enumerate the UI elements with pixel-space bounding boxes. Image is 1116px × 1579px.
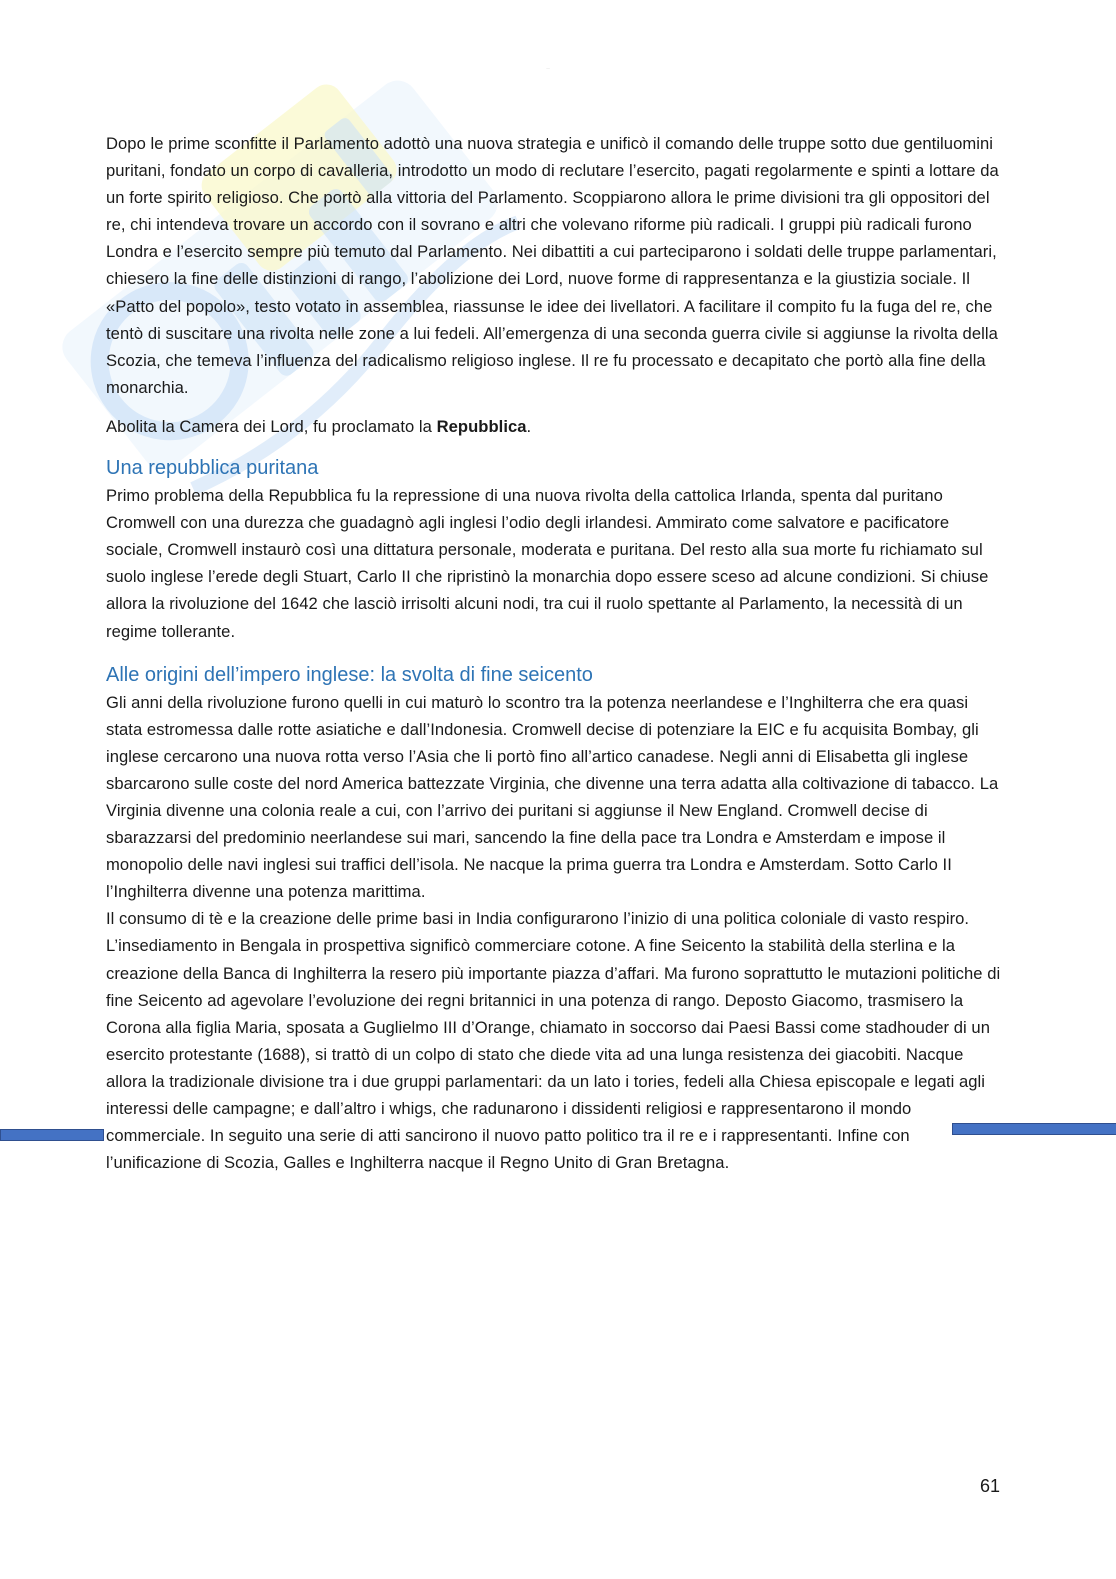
republic-period: .	[526, 416, 532, 436]
empire-paragraph-1: Gli anni della rivoluzione furono quelli in cui maturò lo scontro tra la potenza neerlandese e l’Inghilterra che era quasi stata estromessa dalle rotte asiatiche e dall’Indonesia. Cromwell decise di potenziare la EIC e fu acquisita Bombay, gli inglese cercarono una nuova rotta verso l’Asia che li portò fino all’artico canadese. Negli anni di Elisabetta gli inglese sbarcarono sulle coste del nord America battezzate Virginia, che divenne una terra adatta alla coltivazione di tabacco. La Virginia divenne una colonia reale a cui, con l’arrivo dei puritani si aggiunse il New England. Cromwell decise di sbarazzarsi del predominio neerlandese sui mari, sancendo la fine della pace tra Londra e Amsterdam e impose il monopolio delle navi inglesi sui traffici dell’isola. Ne nacque la prima guerra tra Londra e Amsterdam. Sotto Carlo II l’Inghilterra divenne una potenza marittima.	[106, 692, 999, 902]
page-header-marker: .....	[546, 66, 551, 70]
intro-paragraph: Dopo le prime sconfitte il Parlamento adottò una nuova strategia e unificò il comando delle truppe sotto due gentiluomini puritani, fondato un corpo di cavalleria, introdotto un modo di reclutare l’esercito, pagati regolarmente e spinti a lottare da un forte spirito religioso. Che portò alla vittoria del Parlamento. Scoppiarono allora le prime divisioni tra gli oppositori del re, chi intendeva trovare un accordo con il sovrano e altri che volevano riforme più radicali. I gruppi più radicali furono Londra e l’esercito sempre più temuto dal Parlamento. Nei dibattiti a cui parteciparono i soldati delle truppe parlamentari, chiesero la fine delle distinzioni di rango, l’abolizione dei Lord, nuove forme di rappresentanza e la giustizia sociale. Il «Patto del popolo», testo votato in assemblea, riassunse le idee dei livellatori. A facilitare il compito fu la fuga del re, che tentò di suscitare una rivolta nelle zone a lui fedeli. All’emergenza di una seconda guerra civile si aggiunse la rivolta della Scozia, che temeva l’influenza del radicalismo religioso inglese. Il re fu processato e decapitato che portò alla fine della monarchia.	[106, 134, 999, 397]
section-heading-english-empire: Alle origini dell’impero inglese: la svolta di fine seicento	[106, 663, 593, 686]
republic-bold-term: Repubblica	[436, 416, 527, 436]
left-margin-marker-bar	[0, 1129, 104, 1141]
document-body	[106, 130, 1006, 1176]
puritan-paragraph: Primo problema della Repubblica fu la repressione di una nuova rivolta della cattolica Irlanda, spenta dal puritano Cromwell con una durezza che guadagnò agli inglesi l’odio degli irlandesi. Ammirato come salvatore e pacificatore sociale, Cromwell instaurò così una dittatura personale, moderata e puritana. Del resto alla sua morte fu richiamato sul suolo inglese l’erede degli Stuart, Carlo II che ripristinò la monarchia dopo essere sceso ad alcune condizioni. Si chiuse allora la rivoluzione del 1642 che lasciò irrisolti alcuni nodi, tra cui il ruolo spettante al Parlamento, la necessità di un regime tollerante.	[106, 486, 989, 641]
republic-text: Abolita la Camera dei Lord, fu proclamato la	[106, 416, 437, 436]
republic-paragraph	[106, 413, 1006, 440]
page-number: 61	[980, 1476, 1001, 1496]
section-heading-puritan-republic: Una repubblica puritana	[106, 457, 319, 480]
empire-paragraph-2: Il consumo di tè e la creazione delle prime basi in India configurarono l’inizio di una politica coloniale di vasto respiro. L’insediamento in Bengala in prospettiva significò commerciare cotone. A fine Seicento la stabilità della sterlina e la creazione della Banca di Inghilterra la resero più importante piazza d’affari. Ma furono soprattutto le mutazioni politiche di fine Seicento ad agevolare l’evoluzione dei regni britannici in una potenza di rango. Deposto Giacomo, trasmisero la Corona alla figlia Maria, sposata a Guglielmo III d’Orange, chiamato in soccorso dai Paesi Bassi come stadhouder di un esercito protestante (1688), si trattò di un colpo di stato che diede vita ad una lunga resistenza dei giacobiti. Nacque allora la tradizionale divisione tra i due gruppi parlamentari: da un lato i tories, fedeli alla Chiesa episcopale e legati agli interessi delle campagne; e dall’altro i whigs, che radunarono i dissidenti religiosi e rappresentarono il mondo commerciale. In seguito una serie di atti sancirono il nuovo patto politico tra il re e i rappresentanti. Infine con l’unificazione di Scozia, Galles e Inghilterra nacque il Regno Unito di Gran Bretagna.	[106, 909, 1001, 1173]
